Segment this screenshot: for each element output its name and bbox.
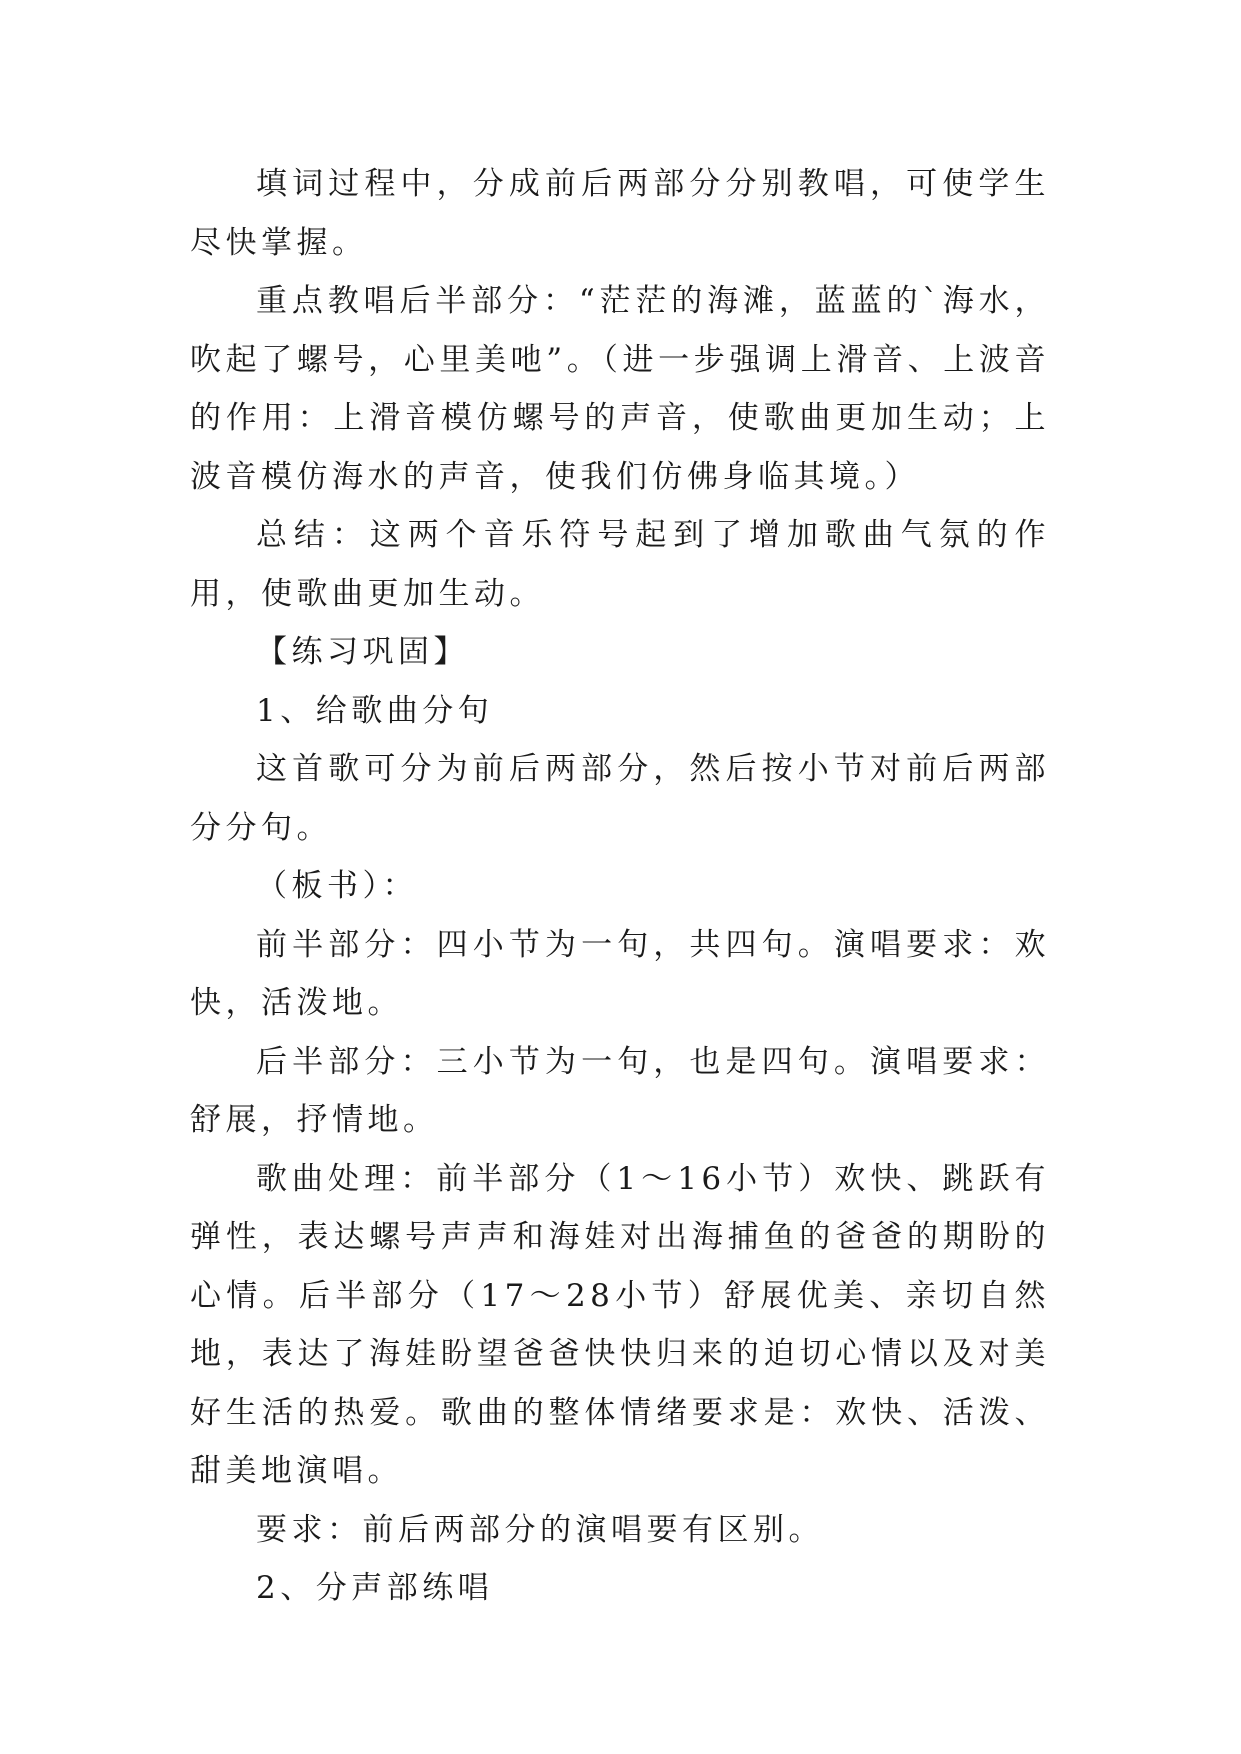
paragraph-summary: 总结：这两个音乐符号起到了增加歌曲气氛的作用，使歌曲更加生动。 — [190, 517, 1050, 612]
paragraph-song-treatment: 歌曲处理：前半部分（1～16小节）欢快、跳跃有弹性，表达螺号声声和海娃对出海捕鱼的爸爸的期盼的心情。后半部分（17～28小节）舒展优美、亲切自然地，表达了海娃盼望爸爸快快归来的迫切心情以及对美好生活的热爱。歌曲的整体情绪要求是：欢快、活泼、甜美地演唱。 — [190, 1160, 1050, 1489]
paragraph-lyrics-teaching: 填词过程中，分成前后两部分分别教唱，可使学生尽快掌握。 — [190, 166, 1050, 261]
subheading-part-singing: 2、分声部练唱 — [256, 1570, 494, 1606]
paragraph-blackboard: （板书）： — [256, 868, 418, 904]
document-body — [190, 155, 1050, 1618]
subheading-phrasing: 1、给歌曲分句 — [256, 692, 494, 729]
paragraph-first-half: 前半部分：四小节为一句，共四句。演唱要求：欢快，活泼地。 — [190, 926, 1050, 1021]
paragraph-phrasing: 这首歌可分为前后两部分，然后按小节对前后两部分分句。 — [190, 751, 1050, 846]
paragraph-second-half: 后半部分：三小节为一句，也是四句。演唱要求：舒展，抒情地。 — [190, 1043, 1050, 1138]
paragraph-key-teaching: 重点教唱后半部分：“茫茫的海滩，蓝蓝的`海水，吹起了螺号，心里美吔”。（进一步强调上滑音、上波音的作用：上滑音模仿螺号的声音，使歌曲更加生动；上波音模仿海水的声音，使我们仿佛身临其境。） — [190, 283, 1050, 495]
section-heading-practice: 【练习巩固】 — [256, 634, 469, 670]
paragraph-requirement: 要求：前后两部分的演唱要有区别。 — [256, 1511, 824, 1548]
